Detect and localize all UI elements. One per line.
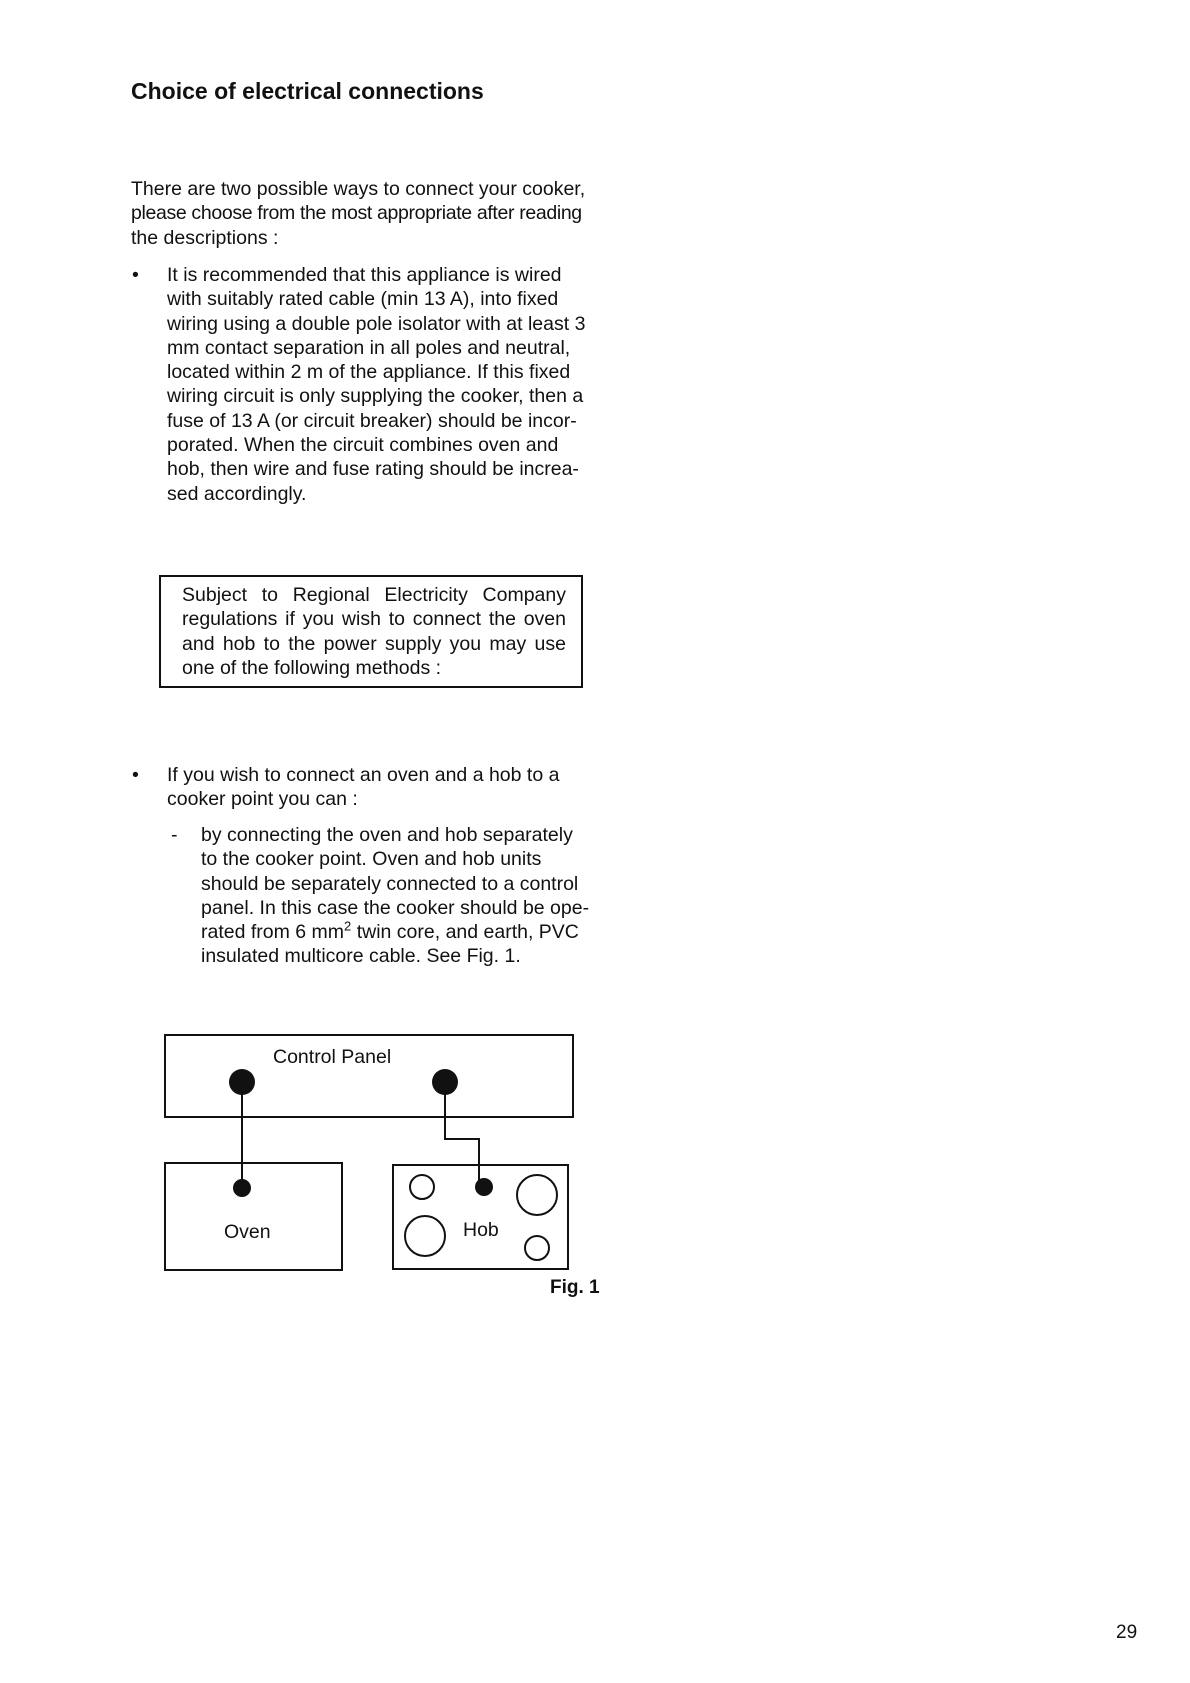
intro-line: the descriptions :: [131, 226, 279, 249]
hob-box: [393, 1165, 568, 1269]
recommendation-paragraph: [167, 263, 585, 506]
method-line: by connecting the oven and hob separately: [201, 824, 573, 846]
method-line: [201, 920, 589, 944]
recommendation-line: wiring circuit is only supplying the cooker, then a: [167, 385, 584, 408]
method-text: rated from 6 mm: [201, 921, 345, 944]
superscript-two: 2: [344, 918, 352, 934]
intro-line: There are two possible ways to connect your cooker,: [131, 178, 586, 200]
oven-label: Oven: [224, 1221, 271, 1243]
notice-line: regulations if you wish to connect the oven: [182, 608, 566, 631]
connection-option-paragraph: [167, 763, 559, 812]
bullet-marker: •: [132, 764, 139, 786]
hob-ring-small-top-left: [410, 1175, 434, 1199]
method-line: panel. In this case the cooker should be ope-: [201, 896, 590, 919]
method-line: insulated multicore cable. See Fig. 1.: [201, 945, 521, 968]
hob-ring-small-bottom-right: [525, 1236, 549, 1260]
regulation-notice-box: [159, 575, 583, 688]
notice-line: one of the following methods :: [182, 656, 442, 679]
hob-ring-large-bottom-left: [405, 1216, 445, 1256]
notice-line: and hob to the power supply you may use: [182, 632, 566, 655]
oven-box: [165, 1163, 342, 1270]
recommendation-line: It is recommended that this appliance is wired: [167, 264, 562, 286]
page-number: 29: [1116, 1622, 1138, 1643]
recommendation-line: porated. When the circuit combines oven and: [167, 434, 559, 457]
control-panel-hob-terminal: [432, 1069, 458, 1095]
hob-cable: [445, 1078, 479, 1186]
method-text: twin core, and earth, PVC: [351, 921, 579, 944]
option-line: If you wish to connect an oven and a hob to a: [167, 764, 560, 786]
figure-caption: Fig. 1: [550, 1277, 600, 1298]
page-title: Choice of electrical connections: [131, 78, 484, 104]
hob-label: Hob: [463, 1219, 499, 1241]
option-line: cooker point you can :: [167, 788, 358, 811]
recommendation-line: mm contact separation in all poles and neutral,: [167, 336, 571, 359]
recommendation-line: hob, then wire and fuse rating should be increa-: [167, 458, 579, 481]
notice-line: Subject to Regional Electricity Company: [182, 584, 566, 606]
method-line: to the cooker point. Oven and hob units: [201, 848, 542, 871]
control-panel-box: [165, 1035, 573, 1117]
recommendation-line: fuse of 13 A (or circuit breaker) should be incor-: [167, 409, 577, 432]
oven-terminal: [233, 1179, 251, 1197]
control-panel-oven-terminal: [229, 1069, 255, 1095]
bullet-marker: •: [132, 264, 139, 286]
intro-paragraph: [131, 177, 585, 250]
intro-line: please choose from the most appropriate after reading: [131, 202, 582, 225]
method-line: should be separately connected to a control: [201, 872, 579, 895]
dash-marker: -: [171, 824, 178, 846]
recommendation-line: wiring using a double pole isolator with at least 3: [167, 312, 586, 335]
hob-ring-large-top-right: [517, 1175, 557, 1215]
recommendation-line: located within 2 m of the appliance. If this fixed: [167, 361, 571, 384]
hob-terminal: [475, 1178, 493, 1196]
recommendation-line: with suitably rated cable (min 13 A), into fixed: [167, 288, 559, 311]
recommendation-line: sed accordingly.: [167, 482, 307, 505]
separate-connection-paragraph: [201, 823, 589, 969]
control-panel-label: Control Panel: [273, 1046, 392, 1068]
